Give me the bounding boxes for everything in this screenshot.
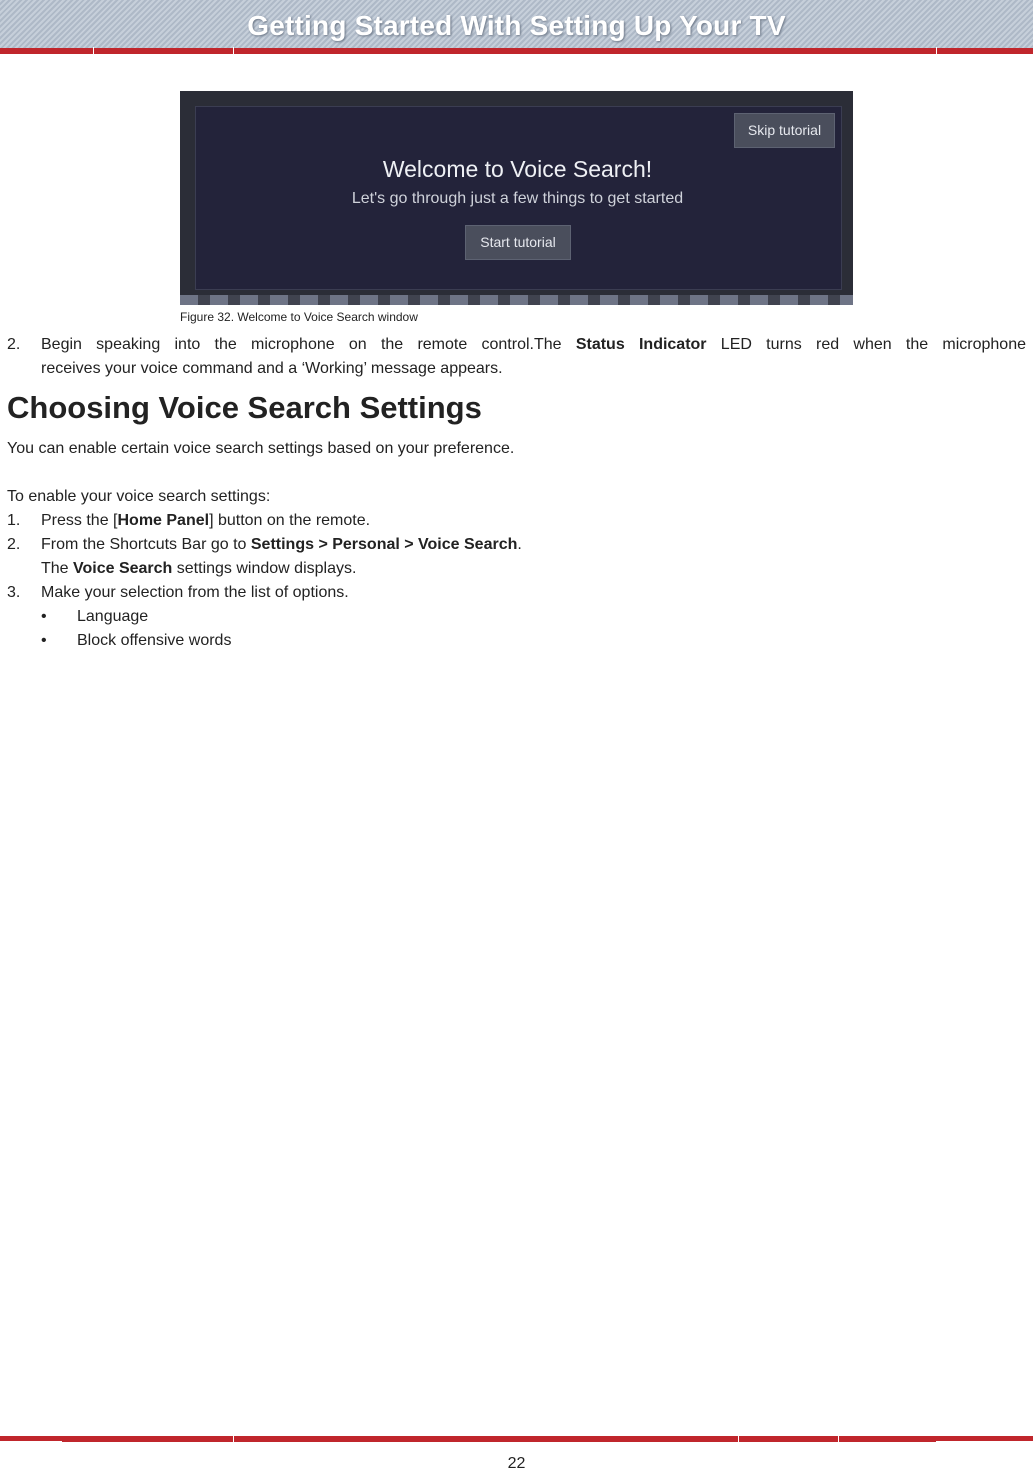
home-panel-term: Home Panel [117, 512, 210, 529]
step-text: From the Shortcuts Bar go to [41, 536, 251, 553]
bullet-icon: • [41, 608, 47, 625]
step-text: . [517, 536, 522, 553]
step-text-line: Make your selection from the list of options. [41, 584, 349, 601]
instructions-lead: To enable your voice search settings: [7, 488, 271, 505]
footer-rule-notch [936, 1441, 1033, 1444]
skip-tutorial-button[interactable]: Skip tutorial [734, 113, 835, 148]
step-text-line [41, 557, 356, 581]
start-tutorial-button[interactable]: Start tutorial [465, 225, 571, 260]
page-header-title: Getting Started With Setting Up Your TV [247, 10, 786, 41]
voice-search-term: Voice Search [73, 560, 173, 577]
step-number: 2. [7, 336, 21, 353]
page-number: 22 [507, 1455, 526, 1472]
figure-caption: Figure 32. Welcome to Voice Search window [180, 310, 418, 324]
footer-rule-tick [738, 1436, 739, 1444]
step-text: LED turns red when the microphone [720, 336, 1026, 353]
step-text-line [41, 333, 1026, 357]
header-rule-tick [936, 47, 937, 55]
step-text-line [41, 533, 522, 557]
bullet-icon: • [41, 632, 47, 649]
step-number: 2. [7, 536, 21, 553]
step-text: Begin speaking into the microphone on the remote control.The [41, 336, 562, 353]
step-number: 3. [7, 584, 21, 601]
welcome-title: Welcome to Voice Search! [382, 156, 653, 182]
settings-path-term: Settings > Personal > Voice Search [250, 536, 518, 553]
screenshot-bottom-strip [180, 295, 853, 305]
header-rule-tick [233, 47, 234, 55]
section-intro: You can enable certain voice search settings based on your preference. [7, 440, 515, 457]
step-text: ] button on the remote. [209, 512, 371, 529]
step-text-line: receives your voice command and a ‘Working’ message appears. [41, 360, 503, 377]
step-text: Press the [ [41, 512, 118, 529]
option-list-item: Block offensive words [77, 632, 232, 649]
status-indicator-term: Status Indicator [575, 336, 707, 353]
footer-rule-tick [838, 1436, 839, 1444]
step-text-line [41, 509, 370, 533]
footer-rule-notch [0, 1441, 62, 1444]
welcome-subtitle: Let's go through just a few things to get started [351, 190, 684, 207]
step-text: The [41, 560, 74, 577]
header-red-rule [0, 48, 1033, 54]
option-list-item: Language [77, 608, 149, 625]
header-rule-tick [93, 47, 94, 55]
footer-red-rule [0, 1436, 1033, 1442]
step-text: settings window displays. [172, 560, 357, 577]
step-number: 1. [7, 512, 21, 529]
section-heading: Choosing Voice Search Settings [7, 390, 482, 425]
footer-rule-tick [233, 1436, 234, 1444]
